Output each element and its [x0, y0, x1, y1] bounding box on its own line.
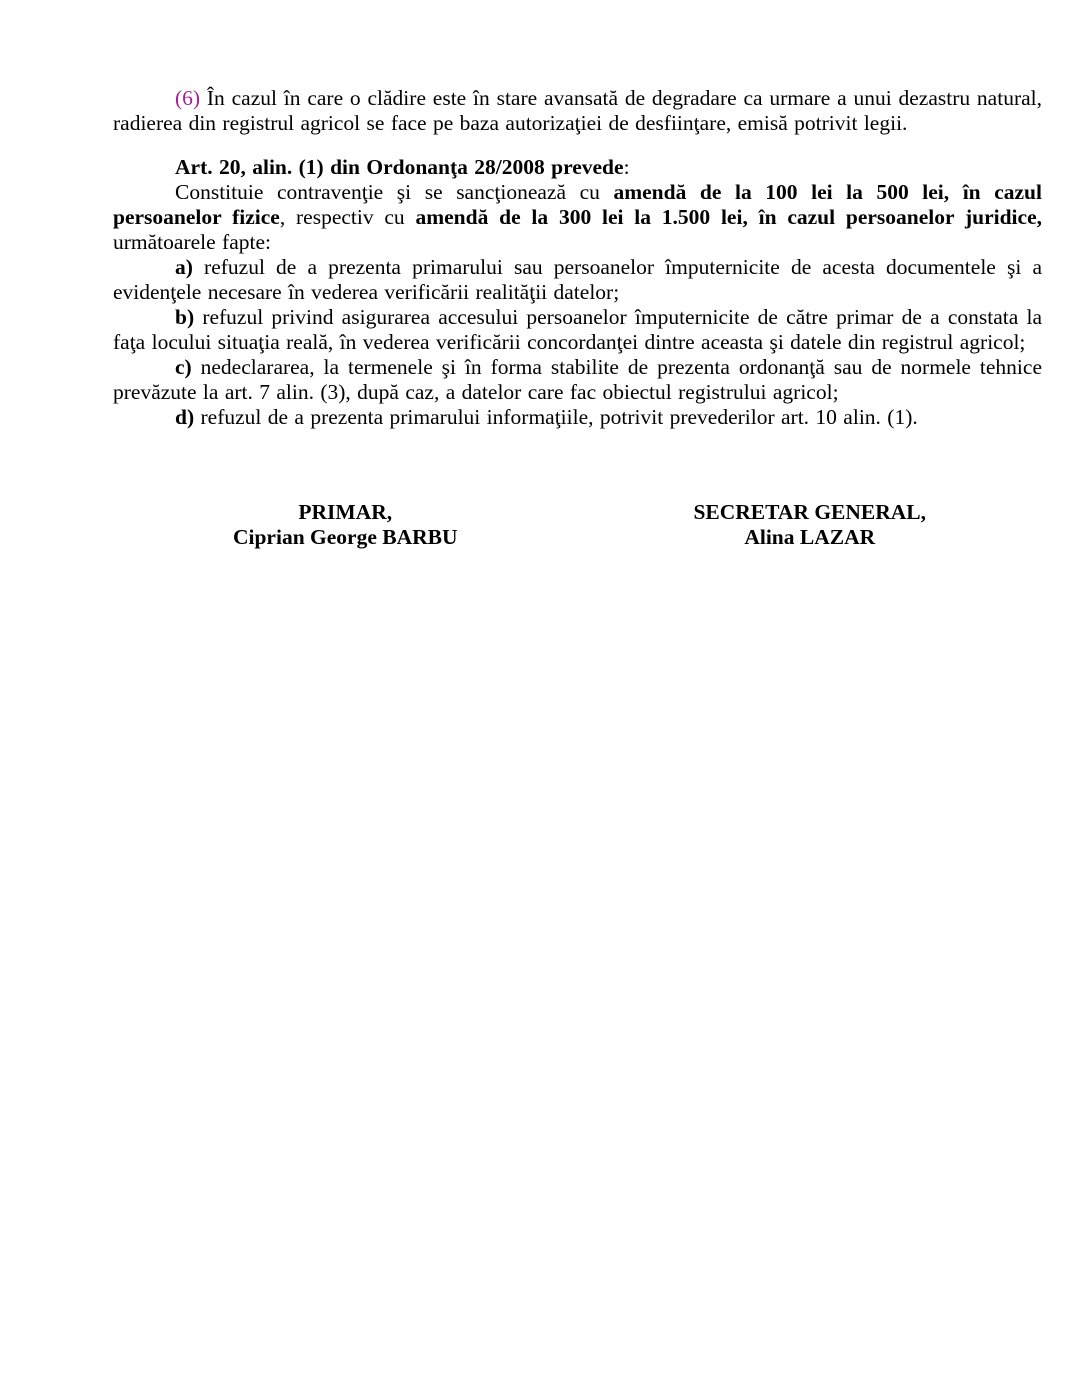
list-item-a-label: a) — [175, 255, 193, 279]
list-item-c-text: nedeclararea, la termenele şi în forma stabilite de prezenta ordonanţă sau de normele tehnice prevăzute la art. 7 alin. (3), după caz, a datelor care fac obiectul registrului agricol; — [113, 355, 1042, 404]
list-item-d — [113, 405, 1042, 430]
paragraph-sanctions — [113, 180, 1042, 255]
signature-primar — [113, 500, 578, 550]
list-item-c — [113, 355, 1042, 405]
clause-6-text: În cazul în care o clădire este în stare avansată de degradare ca urmare a unui dezastru natural, radierea din registrul agricol se face pe baza autorizaţiei de desfiinţare, emisă potrivit legii. — [113, 86, 1042, 135]
signature-secretar-name: Alina LAZAR — [744, 525, 876, 549]
signature-primar-title: PRIMAR, — [298, 500, 393, 524]
signature-block — [113, 500, 1042, 550]
article-heading-colon: : — [623, 155, 630, 179]
clause-6-number: (6) — [175, 86, 201, 110]
signature-secretar-title: SECRETAR GENERAL, — [693, 500, 927, 524]
sanctions-seg-2-bold: amendă de la 100 lei la 500 lei, în cazul persoanelor fizice — [113, 180, 1042, 229]
list-item-b-text: refuzul privind asigurarea accesului persoanelor împuternicite de către primar de a constata la faţa locului situaţia reală, în vederea verificării concordanţei dintre aceasta şi datele din registrul agricol; — [113, 305, 1042, 354]
list-item-a — [113, 255, 1042, 305]
paragraph-clause-6 — [113, 86, 1042, 136]
sanctions-seg-5: următoarele fapte: — [113, 230, 271, 254]
sanctions-seg-4-bold: amendă de la 300 lei la 1.500 lei, în cazul persoanelor juridice, — [415, 205, 1042, 229]
list-item-a-text: refuzul de a prezenta primarului sau persoanelor împuternicite de acesta documentele şi a evidenţele necesare în vederea verificării realităţii datelor; — [113, 255, 1042, 304]
list-item-c-label: c) — [175, 355, 192, 379]
signature-secretar-general — [578, 500, 1043, 550]
list-item-b-label: b) — [175, 305, 195, 329]
list-item-d-label: d) — [175, 405, 195, 429]
list-item-b — [113, 305, 1042, 355]
sanctions-seg-3: , respectiv cu — [279, 205, 416, 229]
article-heading-bold: Art. 20, alin. (1) din Ordonanţa 28/2008 prevede — [175, 155, 624, 179]
list-item-d-text: refuzul de a prezenta primarului informaţiile, potrivit prevederilor art. 10 alin. (1). — [194, 405, 918, 429]
article-heading — [113, 155, 1042, 180]
signature-primar-name: Ciprian George BARBU — [232, 525, 458, 549]
sanctions-seg-1: Constituie contravenţie şi se sancţionează cu — [175, 180, 614, 204]
